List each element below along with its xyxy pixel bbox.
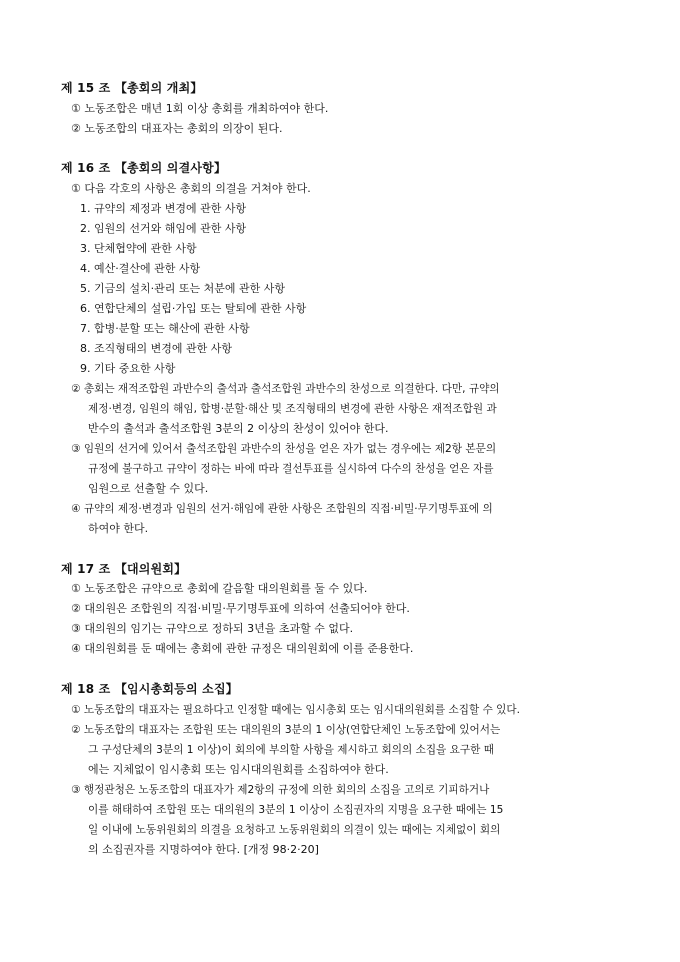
article-16-item-1: 1. 규약의 제정과 변경에 관한 사항	[80, 202, 247, 215]
article-16-item-5: 5. 기금의 설치·관리 또는 처분에 관한 사항	[80, 282, 285, 295]
article-16-item-3: 3. 단체협약에 관한 사항	[80, 242, 197, 255]
article-16-item-2: 2. 임원의 선거와 해임에 관한 사항	[80, 222, 247, 235]
article-16-clause-4-cont: 하여야 한다.	[88, 522, 149, 535]
article-17-heading: 제 17 조 【대의원회】	[61, 562, 187, 576]
article-16-item-9: 9. 기타 중요한 사항	[80, 362, 176, 375]
article-18-clause-1: ① 노동조합의 대표자는 필요하다고 인정할 때에는 임시총회 또는 임시대의원회를 소집할 수 있다.	[71, 704, 521, 716]
article-18-clause-3-cont: 이를 해태하여 조합원 또는 대의원의 3분의 1 이상이 소집권자의 지명을 요구한 때에는 15	[88, 804, 504, 816]
article-17-clause-1: ① 노동조합은 규약으로 총회에 갈음할 대의원회를 둘 수 있다.	[71, 582, 368, 595]
article-16-clause-3-cont: 규정에 불구하고 규약이 정하는 바에 따라 결선투표를 실시하여 다수의 찬성을 얻은 자를	[88, 463, 494, 475]
article-16-item-8: 8. 조직형태의 변경에 관한 사항	[80, 342, 232, 355]
article-18-clause-2: ② 노동조합의 대표자는 조합원 또는 대의원의 3분의 1 이상(연합단체인 노동조합에 있어서는	[71, 724, 501, 736]
article-17-clause-2: ② 대의원은 조합원의 직접·비밀·무기명투표에 의하여 선출되어야 한다.	[71, 602, 410, 615]
article-18-clause-3-cont: 의 소집권자를 지명하여야 한다. [개정 98·2·20]	[88, 843, 319, 856]
article-16-item-7: 7. 합병·분할 또는 해산에 관한 사항	[80, 322, 250, 335]
article-17-clause-3: ③ 대의원의 임기는 규약으로 정하되 3년을 초과할 수 없다.	[71, 622, 354, 635]
article-16-clause-3: ③ 임원의 선거에 있어서 출석조합원 과반수의 찬성을 얻은 자가 없는 경우에는 제2항 본문의	[71, 443, 497, 455]
article-16-item-6: 6. 연합단체의 설립·가입 또는 탈퇴에 관한 사항	[80, 302, 307, 315]
article-15-clause-1: ① 노동조합은 매년 1회 이상 총회를 개최하여야 한다.	[71, 102, 329, 115]
article-16-clause-1: ① 다음 각호의 사항은 총회의 의결을 거쳐야 한다.	[71, 182, 311, 195]
article-18-clause-2-cont: 에는 지체없이 임시총회 또는 임시대의원회를 소집하여야 한다.	[88, 763, 389, 776]
article-15-heading: 제 15 조 【총회의 개최】	[61, 81, 203, 95]
article-18-clause-3-cont: 일 이내에 노동위원회의 의결을 요청하고 노동위원회의 의결이 있는 때에는 지체없이 회의	[88, 824, 501, 836]
article-16-clause-2: ② 총회는 재적조합원 과반수의 출석과 출석조합원 과반수의 찬성으로 의결한다. 다만, 규약의	[71, 383, 500, 395]
article-18-clause-2-cont: 그 구성단체의 3분의 1 이상)이 회의에 부의할 사항을 제시하고 회의의 소집을 요구한 때	[88, 744, 494, 756]
article-16-heading: 제 16 조 【총회의 의결사항】	[61, 161, 227, 175]
article-16-item-4: 4. 예산·결산에 관한 사항	[80, 262, 201, 275]
article-16-clause-4: ④ 규약의 제정·변경과 임원의 선거·해임에 관한 사항은 조합원의 직접·비밀·무기명투표에 의	[71, 503, 493, 515]
article-15-clause-2: ② 노동조합의 대표자는 총회의 의장이 된다.	[71, 122, 283, 135]
article-18-clause-3: ③ 행정관청은 노동조합의 대표자가 제2항의 규정에 의한 회의의 소집을 고의로 기피하거나	[71, 784, 490, 796]
article-17-clause-4: ④ 대의원회를 둔 때에는 총회에 관한 규정은 대의원회에 이를 준용한다.	[71, 642, 414, 655]
article-16-clause-2-cont: 제정·변경, 임원의 해임, 합병·분할·해산 및 조직형태의 변경에 관한 사항은 재적조합원 과	[88, 403, 497, 415]
article-16-clause-2-cont: 반수의 출석과 출석조합원 3분의 2 이상의 찬성이 있어야 한다.	[88, 422, 389, 435]
article-16-clause-3-cont: 임원으로 선출할 수 있다.	[88, 482, 209, 495]
article-18-heading: 제 18 조 【임시총회등의 소집】	[61, 682, 238, 696]
